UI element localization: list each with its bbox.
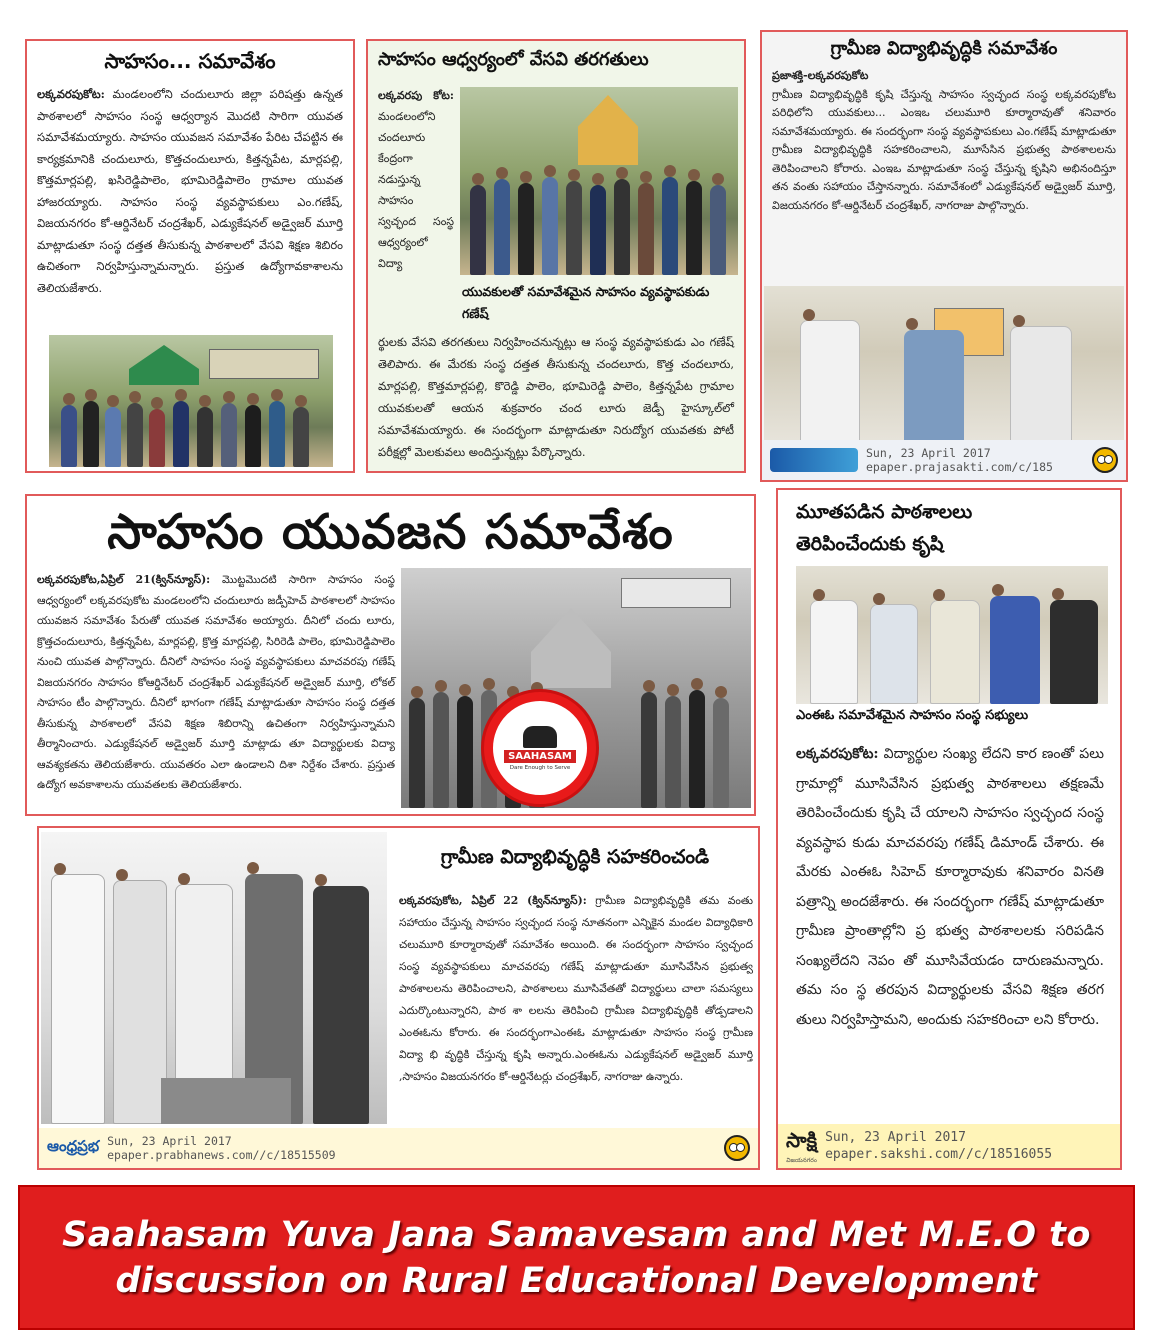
- clip5-headline-line2: తెరిపించేందుకు కృషి: [796, 533, 944, 555]
- clip2-side-text: మండలంలోని చందలూరు కేంద్రంగా నడుస్తున్న సాహసం స్వచ్ఛంద సంస్థ ఆధ్వర్యంలో విద్యా: [378, 110, 454, 270]
- clip2-photo-caption: యువకులతో సమావేశమైన సాహసం వ్యవస్థాపకుడు గణేష్: [462, 284, 710, 321]
- news-clip-2: [366, 39, 746, 473]
- clip4-text: మొట్టమొదటి సారిగా సాహసం సంస్థ ఆధ్వర్యంలో లక్కవరపుకోట మండలంలోని చందులూరు జడ్పీహెచ్ పాఠశాలలో సాహసం యువజన సమావేశం పేరుతో యువత సమావేశం అయ్యారు. దీనిలో చందు లూరు, క్రొత్తచందులూరు, కిత్తన్నపేట, మార్లపల్లి, క్రొత్త మార్లపల్లి, సిరిరెడి పాలెం, భూమిరెడ్డిపాలెం నుంచి యువత పాల్గొన్నారు. దీనిలో సాహసం సంస్థ వ్యవస్థాపకులు మాచవరపు గణేష్ విజయనగరం సాహసం కోఆర్డినేటర్ చంద్రశేఖర్ ఎడ్యుకేషనల్ అడ్వైజర్ మూర్తి, లోకల్ సాహసం టీం పాల్గొన్నారు. దీనిలో భాగంగా గణేష్ మాట్లాడుతూ సాహసం సంస్థ దత్తత తీసుకున్న పాఠశాలలో వేసవి శిక్షణ శిబిరాన్ని ఉచితంగా నిర్వహిస్తున్నామని తీర్మానించారు. ఎడ్యుకేషనల్ అడ్వైజర్ మూర్తి మాట్లాడు తూ విద్యార్థులకు విద్యా ఆవశ్యకతను తెలియజేశారు. యువతరం ఎలా ఉండాలని దిశా నిర్దేశం చేశారు. ప్రస్తుత ఉద్యోగ అవకాశాలను యువతలకు తెలియజేశారు.: [37, 573, 395, 791]
- banner-line-1: Saahasam Yuva Jana Samavesam and Met M.E.O to: [62, 1214, 1091, 1255]
- clip3-footer-url: epaper.prajasakti.com/c/185: [866, 460, 1053, 474]
- clip2-photo: [460, 87, 738, 275]
- clip3-footer-date: Sun, 23 April 2017: [866, 446, 991, 460]
- news-clip-1: [25, 39, 355, 473]
- clip5-logo-block: [786, 1128, 817, 1165]
- clip1-text: మండలంలోని చందులూరు జిల్లా పరిషత్తు ఉన్నత పాఠశాలలో సాహసం సంస్థ ఆధ్వర్యాన మొదటి సారిగా యువత సమావేశమయ్యారు. సాహసం యువజన సమావేశం పేరిట చేపట్టిన ఈ కార్యక్రమానికి చందులూరు, కొత్తచందులూరు, కిత్తన్నపేట, మార్లపల్లి, కొత్తమార్లపల్లి, ఖసిరెడ్డిపాలెం, భూమిరెడ్డిపాలెం గ్రామాల యువత హాజరయ్యారు. సాహసం సంస్థ వ్యవస్థాపకులు ఎం.గణేష్, విజయనగరం కో-ఆర్డినేటర్ చంద్రశేఖర్, ఎడ్యుకేషనల్ అడ్వైజర్ మూర్తి మాట్లాడుతూ సంస్థ దత్తత తీసుకున్న పాఠశాలలో వేసవి శిక్షణ శిబిరం ఉచితంగా నిర్వహిస్తున్నామన్నారు. ప్రస్తుత ఉద్యోగావకాశాలను తెలియజేశారు.: [37, 87, 343, 295]
- clip2-side: [368, 85, 460, 274]
- clip5-epaper-meta: [825, 1129, 1052, 1163]
- owl-icon: [724, 1135, 750, 1161]
- clip6-dateline: లక్కవరపుకోట, ఏప్రిల్ 22 (క్విన్‌న్యూస్):: [399, 894, 587, 907]
- seal-name: SAAHASAM: [504, 750, 576, 763]
- clip5-footer-date: Sun, 23 April 2017: [825, 1130, 966, 1145]
- clip5-logo-sub: విజయనగరం: [786, 1156, 817, 1164]
- clip6-footer-url: epaper.prabhanews.com//c/18515509: [107, 1148, 336, 1162]
- clip5-headline: [778, 496, 1120, 560]
- clip3-logo: [770, 448, 858, 472]
- news-clip-6: [37, 826, 760, 1170]
- clip3-footer: [762, 440, 1126, 480]
- clip6-body: [395, 890, 757, 1088]
- news-clip-3: [760, 30, 1128, 482]
- clip6-footer: [39, 1128, 758, 1168]
- news-clip-5: [776, 488, 1122, 1170]
- clip3-epaper-meta: [866, 446, 1053, 474]
- clip5-text: విద్యార్థుల సంఖ్య లేదని కార ణంతో పలు గ్రామాల్లో మూసివేసిన ప్రభుత్వ పాఠశాలలు తక్షణమే తెరిపించేందుకు కృషి చే యాలని సాహసం స్వచ్ఛంద సంస్థ వ్యవస్థాప కుడు మాచవరపు గణేష్ డిమాండ్ చేశారు. ఈ మేరకు ఎంఈఓ సిహెచ్ కూర్మారావుకు శనివారం వినతి పత్రాన్ని అందజేశారు. ఈ సందర్భంగా గణేష్ మాట్లాడుతూ గ్రామీణ ప్రాంతాల్లోని ప్ర భుత్వ పాఠశాలలకు సరిపడిన సంఖ్యలేదని నెపం తో మూసివేయడం దారుణమన్నారు. తమ సం స్థ తరపున విద్యార్థులకు వేసవి శిక్షణ తరగ తులు నిర్వహిస్తామని, అందుకు సహకరించా లని కోరారు.: [796, 746, 1104, 1028]
- clip5-dateline: లక్కవరపుకోట:: [796, 746, 879, 762]
- clip4-headline: సాహసం యువజన సమావేశం: [107, 504, 674, 560]
- clip5-photo-caption: ఎంఈఓ సమావేశమైన సాహసం సంస్థ సభ్యులు: [796, 708, 1029, 723]
- clip1-dateline: లక్కవరపుకోట:: [37, 87, 105, 101]
- clip3-headline: గ్రామీణ విద్యాభివృద్ధికి సమావేశం: [830, 38, 1058, 59]
- clip1-photo: [49, 335, 333, 467]
- clip5-footer-url: epaper.sakshi.com//c/18516055: [825, 1147, 1053, 1162]
- news-clip-4: [25, 494, 756, 816]
- clip6-photo: [41, 832, 387, 1124]
- clip3-text: గ్రామీణ విద్యాభివృద్ధికి కృషి చేస్తున్న సాహసం స్వచ్ఛంద సంస్థ లక్కవరపుకోట పరిధిలోని యువకులు... ఎంఇఒ చలుమూరి కూర్మారావుతో శనివారం సమావేశమయ్యారు. ఈ సందర్భంగా సంస్థ వ్యవస్థాపకులు ఎం.గణేష్ మాట్లాడుతూ గ్రామీణ విద్యాభివృద్ధికి సహకరించాలని, మూసేసిన ప్రభుత్వ పాఠశాలలను తెరిపించాలని కోరారు. ఎంఇఒ మాట్లాడుతూ సంస్థ చేస్తున్న కృషిని అభినందిస్తూ తన వంతు సహాయం చేస్తానన్నారు. సమావేశంలో ఎడ్యుకేషనల్ అడ్వైజర్ మూర్తి, విజయనగరం కో-ఆర్డినేటర్ చంద్రశేఖర్, నాగరాజు పాల్గొన్నారు.: [772, 87, 1116, 212]
- seal-tagline: Dare Enough to Serve: [509, 764, 571, 771]
- clip3-body: [762, 67, 1126, 215]
- clip6-footer-date: Sun, 23 April 2017: [107, 1134, 232, 1148]
- clip2-dateline: లక్కవరపు కోట:: [378, 89, 454, 102]
- saahasam-logo-seal: [484, 692, 596, 804]
- seal-figure-icon: [523, 726, 557, 748]
- clip5-body: [778, 740, 1118, 1035]
- clip6-headline: గ్రామీణ విద్యాభివృద్ధికి సహకరించండి: [440, 846, 710, 868]
- clip5-headline-line1: మూతపడిన పాఠశాలలు: [796, 501, 973, 523]
- clip4-dateline: లక్కవరపుకోట,ఏప్రిల్ 21(క్విన్‌న్యూస్):: [37, 573, 211, 586]
- clip5-logo: సాక్షి: [786, 1127, 818, 1152]
- clip2-body: ర్థులకు వేసవి తరగతులు నిర్వహించనున్నట్లు ఆ సంస్థ వ్యవస్థాపకుడు ఎం గణేష్ తెలిపారు. ఈ మేరకు సంస్థ దత్తత తీసుకున్న చందలూరు, కొత్త చందలూరు, మార్లపల్లి, కొత్తమార్లపల్లి, కొరెడ్డి పాలెం, భూమిరెడ్డి పాలెం, కిత్తన్నపేట గ్రామాల యువకులతో ఆయన శుక్రవారం చంద లూరు జెడ్పీ హైస్కూల్‌లో సమావేశమయ్యారు. ఈ సందర్భంగా మాట్లాడుతూ నిరుద్యోగ యువతకు పోటీ పరీక్షల్లో మెలకువలు అందిస్తున్నట్లు పేర్కొన్నారు.: [378, 335, 734, 459]
- clip5-photo: [796, 566, 1108, 704]
- clip2-headline: సాహసం ఆధ్వర్యంలో వేసవి తరగతులు: [378, 49, 649, 70]
- banner-line-2: discussion on Rural Educational Development: [115, 1260, 1038, 1301]
- clip4-body: [27, 570, 405, 796]
- caption-banner: [18, 1185, 1135, 1330]
- clip3-photo: [764, 286, 1124, 450]
- clip6-logo: ఆంధ్రప్రభ: [47, 1137, 100, 1155]
- clip5-footer: [778, 1124, 1120, 1168]
- clip6-text: గ్రామీణ విద్యాభివృద్ధికి తమ వంతు సహాయం చేస్తున్న సాహసం స్వచ్ఛంద సంస్థ నూతనంగా ఎన్నికైన మండల విద్యాధికారి చలుమూరి కూర్మారావుతో సమావేశం అయింది. ఈ సందర్భంగా సాహసం స్వచ్ఛంద సంస్థ వ్యవస్థాపకులు మాచవరపు గణేష్ మాట్లాడుతూ మూసివేసిన ప్రభుత్వ పాఠశాలలను తెరిపించాలని, పాఠశాలలు మూసివేతతో విద్యార్థులు చాలా సమస్యలు ఎదుర్కొంటున్నారని, పాఠ శా లలను తెరిపించి గ్రామీణ విద్యాభివృద్ధికి తోడ్పడాలని ఎంఈఓను కోరారు. ఈ సందర్భంగాఎంఈఓ మాట్లాడుతూ సాహసం సంస్థ గ్రామీణ విద్యా భి వృద్ధికి చేస్తున్న కృషి అన్నారు.ఎంఈఓను ఎడ్యుకేషనల్ అడ్వైజర్ మూర్తి ,సాహసం విజయనగరం కో-ఆర్డినేటర్లు చంద్రశేఖర్, నాగరాజు ఉన్నారు.: [399, 894, 753, 1083]
- clip1-headline: సాహసం... సమావేశం: [104, 49, 276, 73]
- clip6-epaper-meta: [107, 1134, 335, 1162]
- clip3-dateline: ప్రజాశక్తి-లక్కవరపుకోట: [772, 69, 869, 82]
- clip1-body: [27, 84, 353, 299]
- owl-icon: [1092, 447, 1118, 473]
